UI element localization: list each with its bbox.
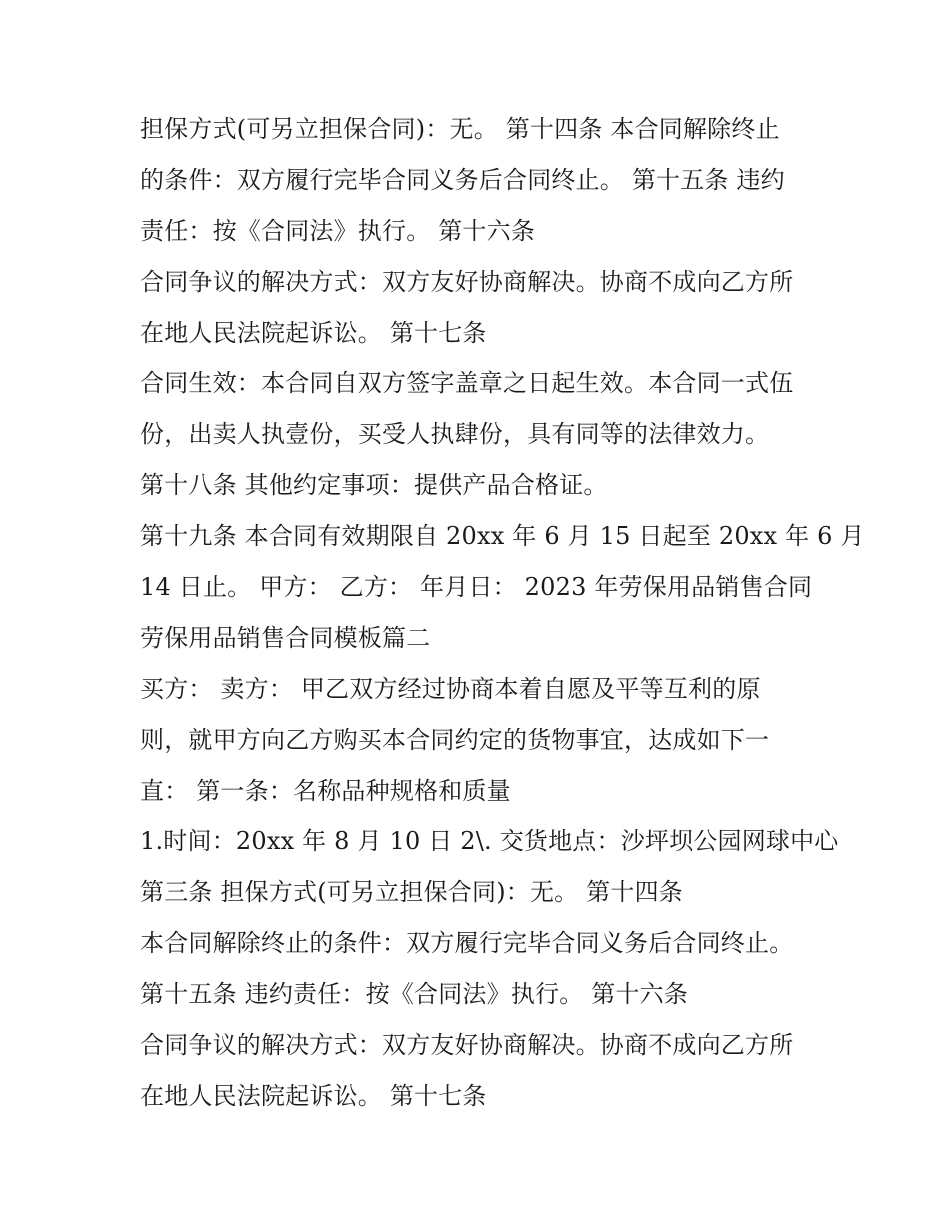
text-line: 合同争议的解决方式：双方友好协商解决。协商不成向乙方所 (140, 267, 794, 296)
text-line: 在地人民法院起诉讼。 第十七条 (140, 318, 487, 347)
text-line: 本合同解除终止的条件：双方履行完毕合同义务后合同终止。 (140, 929, 794, 958)
text-line: 劳保用品销售合同模板篇二 (140, 623, 431, 652)
text-line: 14 日止。 甲方： 乙方： 年月日： 2023 年劳保用品销售合同 (140, 573, 813, 602)
text-line: 合同生效：本合同自双方签字盖章之日起生效。本合同一式伍 (140, 369, 794, 398)
text-line: 第十九条 本合同有效期限自 20xx 年 6 月 15 日起至 20xx 年 6 月 (140, 522, 865, 551)
text-line: 份，出卖人执壹份，买受人执肆份，具有同等的法律效力。 (140, 420, 770, 449)
text-line: 第三条 担保方式(可另立担保合同)：无。 第十四条 (140, 878, 683, 907)
text-line: 担保方式(可另立担保合同)：无。 第十四条 本合同解除终止 (140, 115, 780, 143)
document-body (140, 104, 865, 1122)
text-line: 第十八条 其他约定事项：提供产品合格证。 (140, 471, 608, 500)
text-line: 1.时间：20xx 年 8 月 10 日 2\. 交货地点：沙坪坝公园网球中心 (140, 827, 839, 856)
text-line: 直： 第一条：名称品种规格和质量 (140, 776, 511, 805)
text-line: 则，就甲方向乙方购买本合同约定的货物事宜，达成如下一 (140, 725, 770, 754)
text-line: 合同争议的解决方式：双方友好协商解决。协商不成向乙方所 (140, 1031, 794, 1060)
text-line: 第十五条 违约责任：按《合同法》执行。 第十六条 (140, 980, 689, 1009)
text-line: 买方： 卖方： 甲乙双方经过协商本着自愿及平等互利的原 (140, 674, 761, 703)
text-line: 在地人民法院起诉讼。 第十七条 (140, 1081, 487, 1110)
text-line: 的条件：双方履行完毕合同义务后合同终止。 第十五条 违约 (140, 165, 785, 194)
text-line: 责任：按《合同法》执行。 第十六条 (140, 216, 536, 245)
